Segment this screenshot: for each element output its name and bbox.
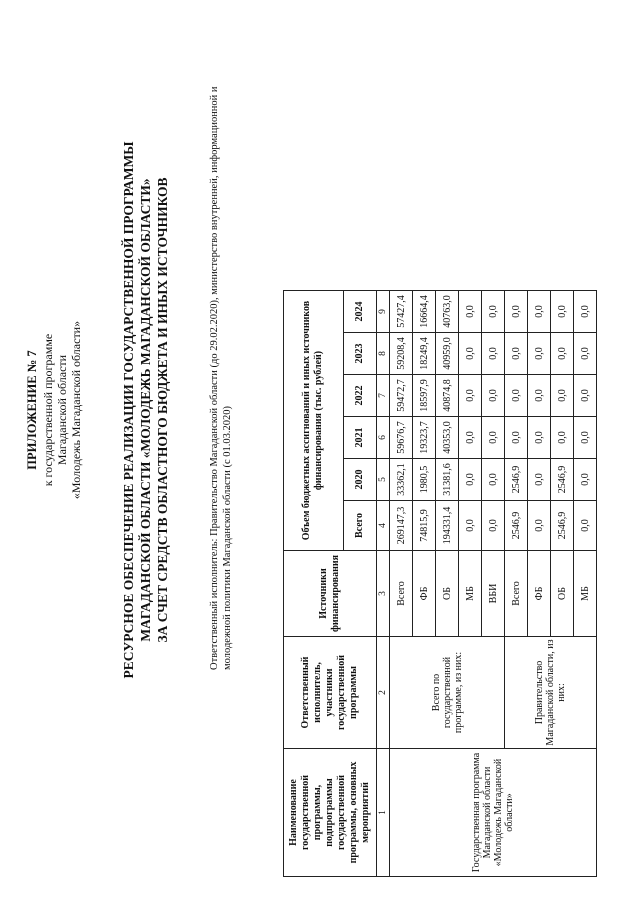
appendix-number: ПРИЛОЖЕНИЕ № 7 [25, 350, 39, 470]
value-cell: 0,0 [574, 501, 597, 551]
value-cell: 0,0 [551, 333, 574, 375]
source-cell: Всего [505, 551, 528, 637]
value-cell: 0,0 [528, 459, 551, 501]
value-cell: 0,0 [482, 291, 505, 333]
value-cell: 59208,4 [390, 333, 413, 375]
responsible-executor-text: Ответственный исполнитель: Правительство Магаданской области (до 29.02.2020), министерство внутренней, информационной и молодежной политики Магаданской области (с 01.03.2020) [209, 86, 233, 670]
value-cell: 0,0 [505, 333, 528, 375]
source-cell: Всего [390, 551, 413, 637]
value-cell: 33362,1 [390, 459, 413, 501]
header-year: 2021 [343, 417, 376, 459]
value-cell: 16664,4 [413, 291, 436, 333]
value-cell: 2546,9 [505, 459, 528, 501]
appendix-line: Магаданской области [55, 354, 69, 466]
source-cell: МБ [574, 551, 597, 637]
header-year: 2022 [343, 375, 376, 417]
source-cell: ОБ [436, 551, 459, 637]
group-label-cell: Правительство Магаданской области, из них: [505, 637, 597, 749]
value-cell: 0,0 [574, 291, 597, 333]
value-cell: 269147,3 [390, 501, 413, 551]
value-cell: 2546,9 [505, 501, 528, 551]
value-cell: 18249,4 [413, 333, 436, 375]
value-cell: 0,0 [551, 375, 574, 417]
value-cell: 19323,7 [413, 417, 436, 459]
value-cell: 0,0 [574, 375, 597, 417]
value-cell: 0,0 [505, 291, 528, 333]
value-cell: 0,0 [551, 417, 574, 459]
value-cell: 31381,6 [436, 459, 459, 501]
column-number: 8 [377, 333, 390, 375]
source-cell: ОБ [551, 551, 574, 637]
source-cell: ФБ [528, 551, 551, 637]
source-cell: ВБИ [482, 551, 505, 637]
header-volume: Объем бюджетных ассигнований и иных источников финансирования (тыс. рублей) [284, 291, 344, 551]
document-title [120, 105, 171, 715]
value-cell: 0,0 [505, 375, 528, 417]
value-cell: 2546,9 [551, 501, 574, 551]
column-number: 9 [377, 291, 390, 333]
header-executor: Ответственный исполнитель, участники государственной программы [284, 637, 377, 749]
value-cell: 0,0 [482, 459, 505, 501]
value-cell: 0,0 [551, 291, 574, 333]
value-cell: 0,0 [528, 291, 551, 333]
header-year: 2020 [343, 459, 376, 501]
value-cell: 0,0 [505, 417, 528, 459]
value-cell: 0,0 [528, 417, 551, 459]
column-number: 5 [377, 459, 390, 501]
value-cell: 0,0 [459, 291, 482, 333]
column-number: 4 [377, 501, 390, 551]
source-cell: МБ [459, 551, 482, 637]
value-cell: 0,0 [459, 333, 482, 375]
appendix-header [25, 245, 83, 575]
value-cell: 0,0 [459, 375, 482, 417]
column-number: 7 [377, 375, 390, 417]
value-cell: 74815,9 [413, 501, 436, 551]
header-source: Источники финансирования [284, 551, 377, 637]
source-cell: ФБ [413, 551, 436, 637]
value-cell: 40959,0 [436, 333, 459, 375]
title-line: МАГАДАНСКОЙ ОБЛАСТИ «МОЛОДЕЖЬ МАГАДАНСКОЙ ОБЛАСТИ» [138, 178, 153, 642]
value-cell: 40353,0 [436, 417, 459, 459]
table-row [390, 291, 413, 877]
column-number: 2 [377, 637, 390, 749]
header-year: 2024 [343, 291, 376, 333]
value-cell: 0,0 [459, 417, 482, 459]
header-name: Наименование государственной программы, подпрограммы государственной программы, основных мероприятий [284, 749, 377, 877]
value-cell: 0,0 [459, 459, 482, 501]
value-cell: 59676,7 [390, 417, 413, 459]
column-number: 6 [377, 417, 390, 459]
program-name-cell: Государственная программа Магаданской области «Молодежь Магаданской области» [390, 749, 597, 877]
value-cell: 0,0 [482, 333, 505, 375]
value-cell: 0,0 [482, 375, 505, 417]
title-line: ЗА СЧЕТ СРЕДСТВ ОБЛАСТНОГО БЮДЖЕТА И ИНЫХ ИСТОЧНИКОВ [155, 177, 170, 643]
value-cell: 0,0 [459, 501, 482, 551]
header-year: 2023 [343, 333, 376, 375]
value-cell: 1980,5 [413, 459, 436, 501]
resource-table [283, 290, 597, 877]
value-cell: 2546,9 [551, 459, 574, 501]
value-cell: 0,0 [482, 501, 505, 551]
appendix-line: «Молодежь Магаданской области» [69, 320, 83, 500]
value-cell: 57427,4 [390, 291, 413, 333]
value-cell: 18597,9 [413, 375, 436, 417]
value-cell: 40763,0 [436, 291, 459, 333]
group-label-cell: Всего по государственной программе, из них: [390, 637, 505, 749]
column-number: 1 [377, 749, 390, 877]
column-number: 3 [377, 551, 390, 637]
appendix-line: к государственной программе [41, 333, 55, 487]
title-line: РЕСУРСНОЕ ОБЕСПЕЧЕНИЕ РЕАЛИЗАЦИИ ГОСУДАРСТВЕННОЙ ПРОГРАММЫ [121, 141, 136, 679]
value-cell: 0,0 [528, 501, 551, 551]
value-cell: 194331,4 [436, 501, 459, 551]
value-cell: 59472,7 [390, 375, 413, 417]
value-cell: 0,0 [574, 417, 597, 459]
value-cell: 40874,8 [436, 375, 459, 417]
value-cell: 0,0 [574, 333, 597, 375]
value-cell: 0,0 [528, 375, 551, 417]
value-cell: 0,0 [482, 417, 505, 459]
header-total: Всего [343, 501, 376, 551]
value-cell: 0,0 [574, 459, 597, 501]
value-cell: 0,0 [528, 333, 551, 375]
